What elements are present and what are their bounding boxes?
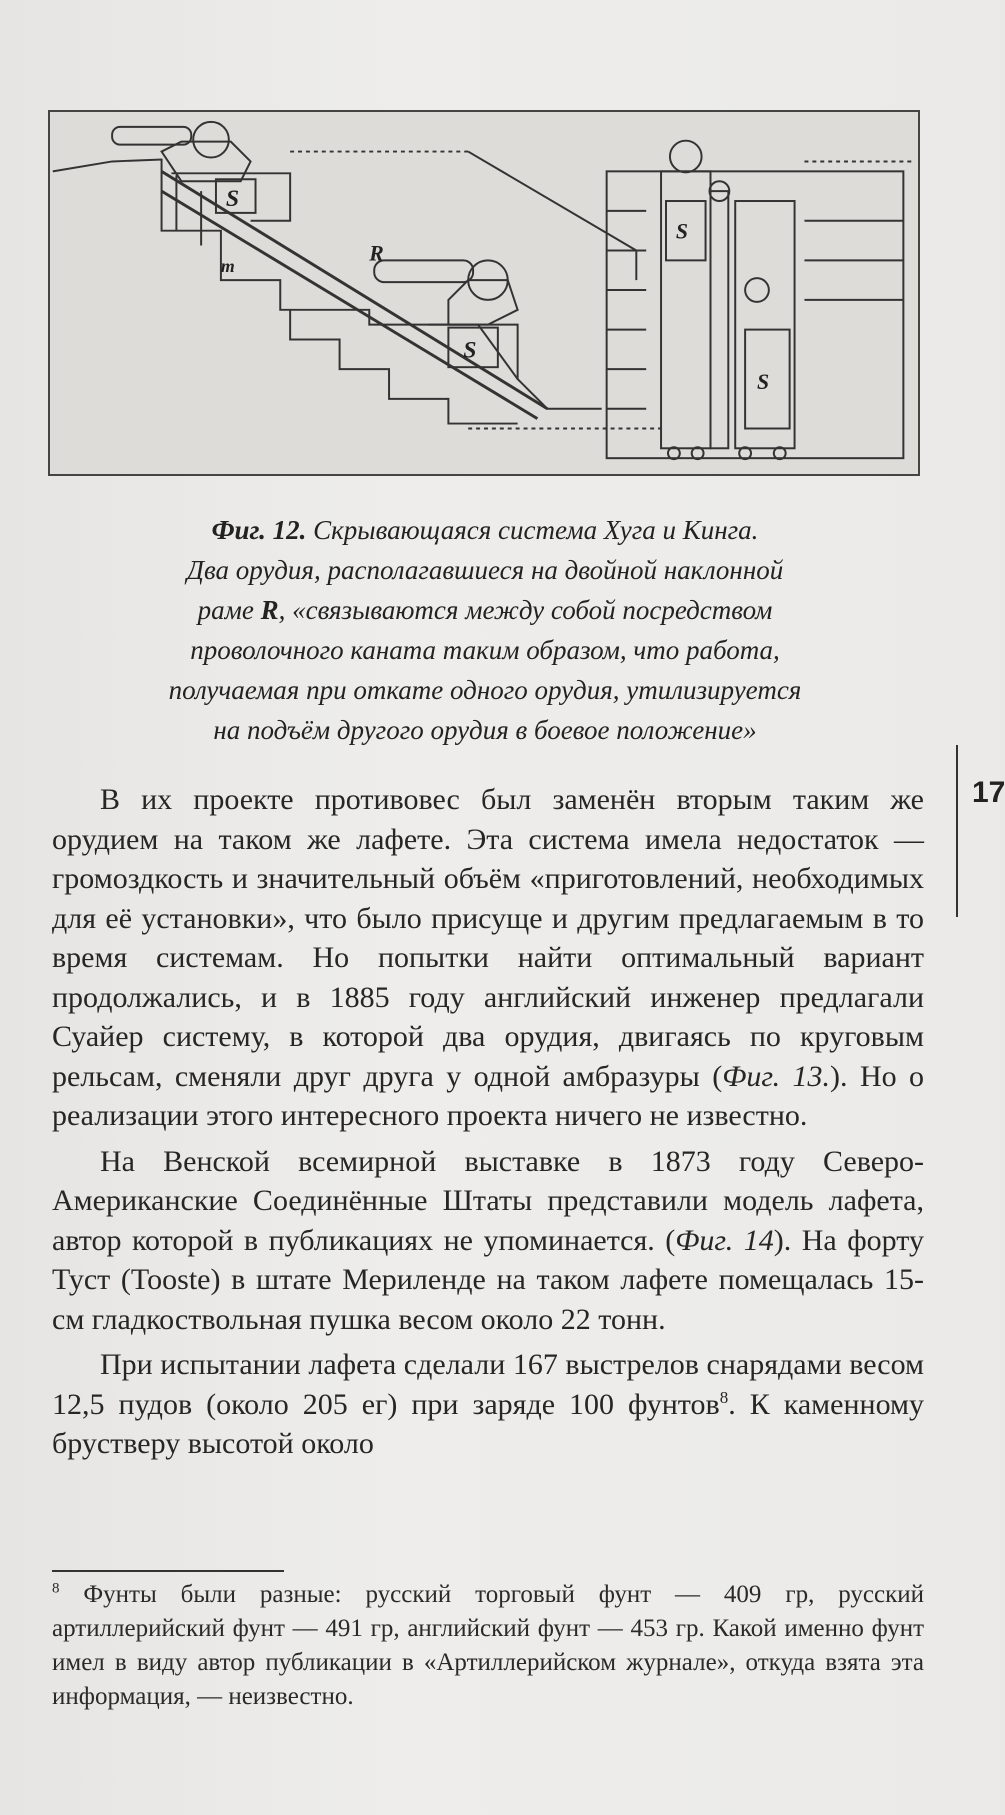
paragraph-1-text-a: В их проекте противовес был заменён вторым таким же орудием на таком же лафете. Эта система имела недостаток — громоздкость и значительный объём «приготовлений, необходимых для её установки», что было присуще и другим предлагаемым в то время системам. Но попытки найти оптимальный вариант продолжались, и в 1885 году английский инженер предлагали Суайер систему, в которой два орудия, двигаясь по круговым рельсам, сменяли друг друга у одной амбразуры (	[52, 783, 924, 1093]
caption-line-3-pre: раме	[197, 595, 254, 625]
caption-line-3	[60, 590, 910, 630]
figure-13-reference: Фиг. 13.	[722, 1059, 831, 1093]
inclined-frame-r	[162, 171, 548, 408]
caption-line-2: Два орудия, располагавшиеся на двойной наклонной	[186, 555, 784, 585]
caption-bold-r: R	[260, 595, 279, 625]
label-r: R	[369, 241, 384, 266]
paragraph-3-text-b: . К каменному брустверу высотой около	[52, 1387, 924, 1460]
right-counterweight-column	[661, 171, 710, 448]
main-text	[52, 780, 924, 1464]
caption-line-1-text: Скрывающаяся система Хуга и Кинга.	[313, 515, 759, 545]
label-s-right-top: S	[675, 219, 688, 244]
footnote-text: Фунты были разные: русский торговый фунт — 409 гр, русский артиллерийский фунт — 491 гр, английский фунт — 453 гр. Какой именно фунт имел в виду автор публикации в «Артиллерийском журнале», откуда взята эта информация, — неизвестно.	[52, 1581, 924, 1710]
paragraph-2	[52, 1142, 924, 1340]
label-s-bottom: S	[463, 337, 477, 364]
disappearing-gun-drawing	[50, 112, 918, 474]
lower-gun-barrel	[374, 260, 473, 282]
paragraph-2-text-a: На Венской всемирной выставке в 1873 году Северо-Американские Соединённые Штаты представили модель лафета, автор которой в публикациях не упоминается. (	[52, 1144, 924, 1257]
footnote-divider	[52, 1570, 284, 1572]
caption-line-1	[60, 510, 910, 550]
figure-caption	[60, 510, 910, 750]
footnote-marker-8: 8	[719, 1387, 729, 1407]
paragraph-3-text-a: При испытании лафета сделали 167 выстрелов снарядами весом 12,5 пудов (около 205 ег) при заряде 100 фунтов	[52, 1348, 924, 1421]
right-lower-gun-muzzle	[745, 278, 769, 302]
caption-line-3-post: , «связываются между собой посредством	[278, 595, 773, 625]
right-upper-gun-muzzle	[670, 141, 702, 173]
label-s-top: S	[225, 185, 240, 212]
parapet-outline	[53, 159, 602, 408]
figure-12-illustration	[48, 110, 920, 476]
caption-line-4: проволочного каната таким образом, что работа,	[190, 635, 780, 665]
figure-14-reference: Фиг. 14	[675, 1223, 774, 1257]
label-m: m	[220, 256, 235, 277]
paragraph-2-text-b: ). На форту Туст (Tooste) в штате Мериленде на таком лафете помещалась 15-см гладкоствольная пушка весом около 22 тонн.	[52, 1223, 924, 1336]
caption-line-5: получаемая при откате одного орудия, утилизируется	[168, 675, 802, 705]
footnote	[52, 1578, 924, 1714]
page-number-bar	[956, 745, 958, 917]
footnote-number: 8	[52, 1580, 60, 1597]
caption-fig-label: Фиг. 12.	[211, 515, 307, 545]
right-elevation-wall	[607, 171, 904, 458]
paragraph-1	[52, 780, 924, 1136]
paragraph-3	[52, 1345, 924, 1464]
page-number: 17	[972, 776, 1005, 809]
caption-line-6: на подъём другого орудия в боевое положение»	[213, 715, 757, 745]
label-s-right-bottom: S	[756, 369, 770, 394]
paragraph-1-text-b: ). Но о реализации этого интересного проекта ничего не известно.	[52, 1059, 925, 1132]
